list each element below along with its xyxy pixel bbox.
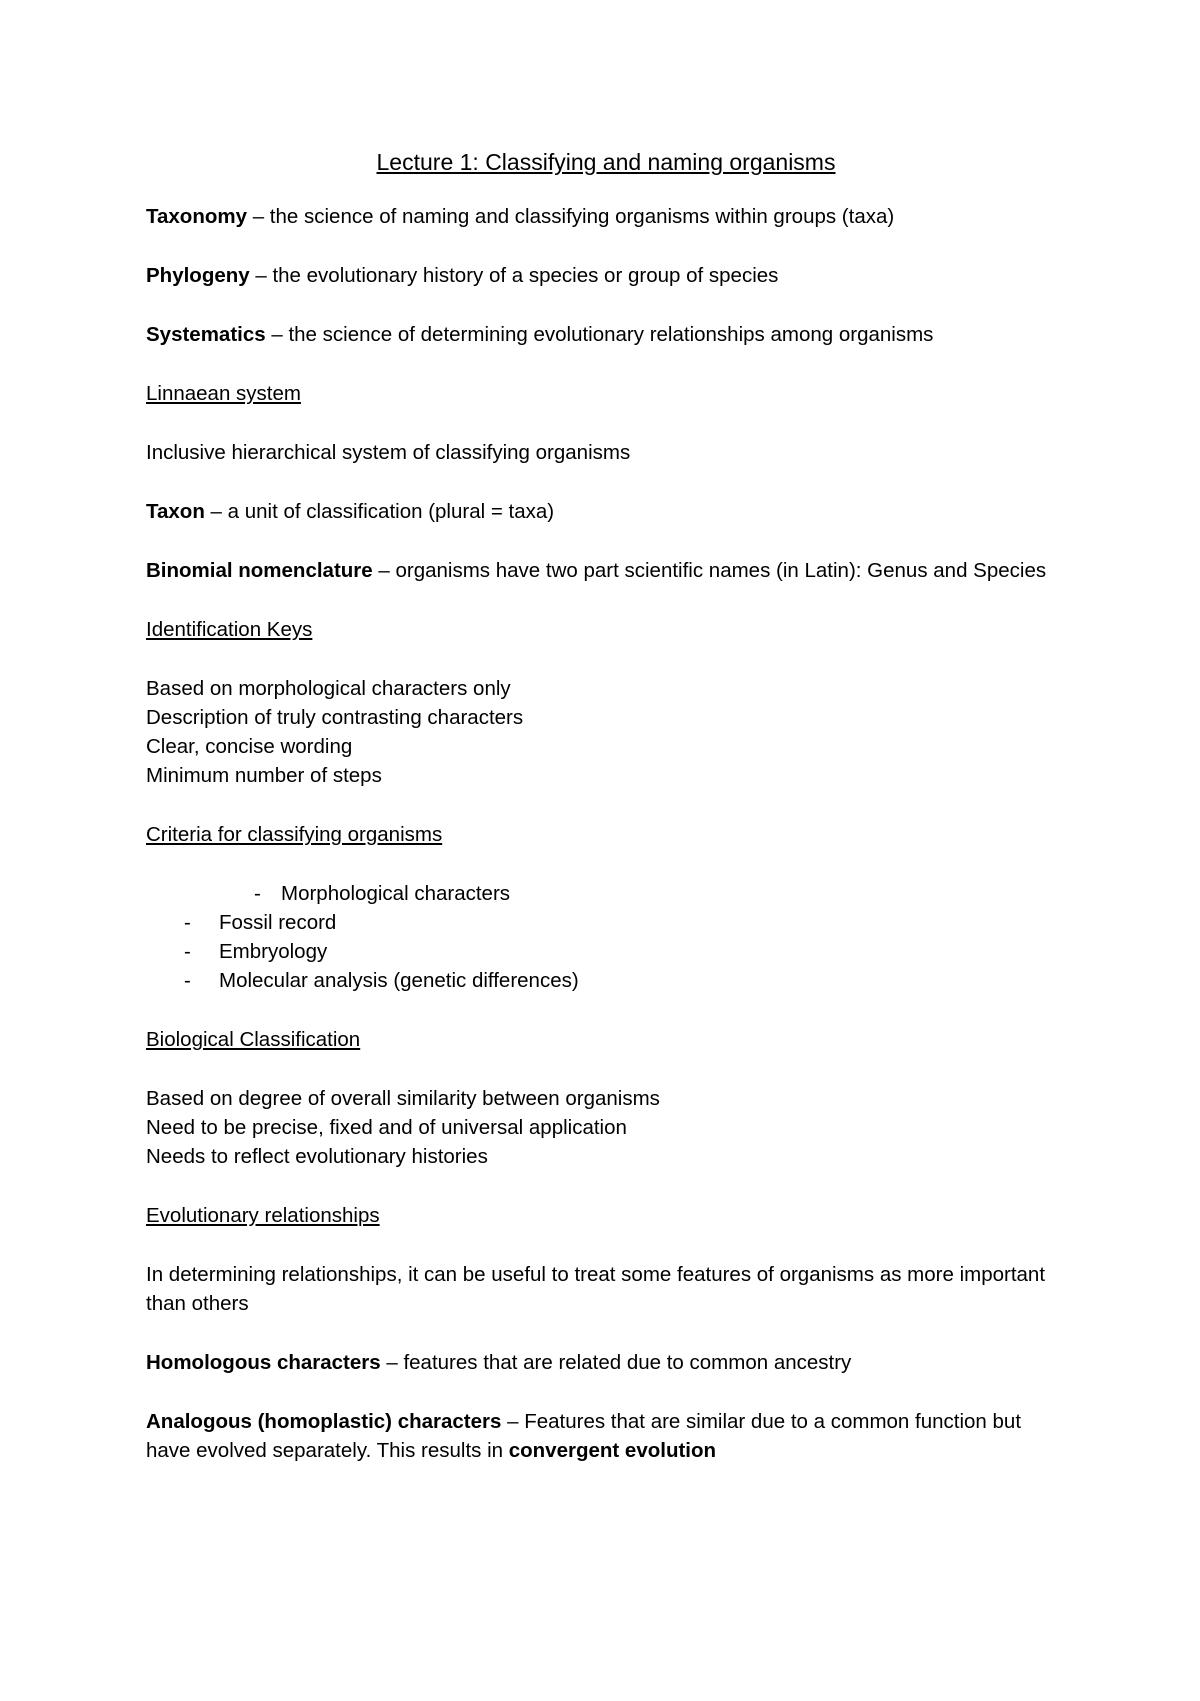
biological-list xyxy=(146,1084,1066,1171)
definition-text: – the science of determining evolutionary relationships among organisms xyxy=(265,323,934,346)
section-heading-evolutionary: Evolutionary relationships xyxy=(146,1204,380,1227)
list-item xyxy=(146,908,1066,937)
term-label: Taxonomy xyxy=(146,205,247,228)
definition-taxon xyxy=(146,497,1066,526)
keys-list xyxy=(146,674,1066,790)
definition-text: – a unit of classification (plural = taxa) xyxy=(204,500,555,523)
list-item xyxy=(146,937,1066,966)
section-heading-criteria: Criteria for classifying organisms xyxy=(146,823,443,846)
definition-taxonomy xyxy=(146,202,1066,231)
section-heading-keys: Identification Keys xyxy=(146,618,313,641)
list-item: Needs to reflect evolutionary histories xyxy=(146,1145,488,1168)
term-label: Analogous (homoplastic) characters xyxy=(146,1410,502,1433)
list-item: Description of truly contrasting characters xyxy=(146,706,524,729)
document-content xyxy=(146,146,1066,1495)
dash-marker: - xyxy=(184,911,191,934)
page-title: Lecture 1: Classifying and naming organisms xyxy=(376,149,836,175)
list-item: Based on degree of overall similarity between organisms xyxy=(146,1087,660,1110)
list-item: Clear, concise wording xyxy=(146,735,353,758)
dash-marker: - xyxy=(184,940,191,963)
criteria-list xyxy=(146,879,1066,995)
term-convergent: convergent evolution xyxy=(508,1439,717,1462)
definition-text: – the science of naming and classifying organisms within groups (taxa) xyxy=(247,205,895,228)
term-label: Systematics xyxy=(146,323,266,346)
list-item xyxy=(146,879,1066,908)
definition-homologous xyxy=(146,1348,1066,1377)
list-item xyxy=(146,966,1066,995)
list-item: Need to be precise, fixed and of universal application xyxy=(146,1116,627,1139)
term-label: Taxon xyxy=(146,500,205,523)
definition-text: – features that are related due to common ancestry xyxy=(380,1351,852,1374)
dash-marker: - xyxy=(184,969,191,992)
definition-binomial xyxy=(146,556,1066,585)
term-label: Homologous characters xyxy=(146,1351,381,1374)
list-item: Based on morphological characters only xyxy=(146,677,511,700)
section-heading-biological: Biological Classification xyxy=(146,1028,361,1051)
list-item-text: Embryology xyxy=(219,940,328,963)
definition-analogous xyxy=(146,1407,1066,1465)
definition-phylogeny xyxy=(146,261,1066,290)
list-item: Minimum number of steps xyxy=(146,764,382,787)
definition-text: – organisms have two part scientific names (in Latin): Genus and Species xyxy=(372,559,1047,582)
definition-systematics xyxy=(146,320,1066,349)
definition-text: – Features that are similar due to a common function but have evolved separately. This results in xyxy=(146,1410,1022,1462)
definition-text: – the evolutionary history of a species or group of species xyxy=(249,264,779,287)
evolution-intro: In determining relationships, it can be useful to treat some features of organisms as more important than others xyxy=(146,1263,1046,1315)
list-item-text: Fossil record xyxy=(219,911,337,934)
section-heading-linnaean: Linnaean system xyxy=(146,382,301,405)
list-item-text: Molecular analysis (genetic differences) xyxy=(219,969,579,992)
dash-marker: - xyxy=(254,882,261,905)
term-label: Phylogeny xyxy=(146,264,250,287)
list-item-text: Morphological characters xyxy=(281,882,511,905)
term-label: Binomial nomenclature xyxy=(146,559,373,582)
linnaean-intro: Inclusive hierarchical system of classifying organisms xyxy=(146,441,631,464)
